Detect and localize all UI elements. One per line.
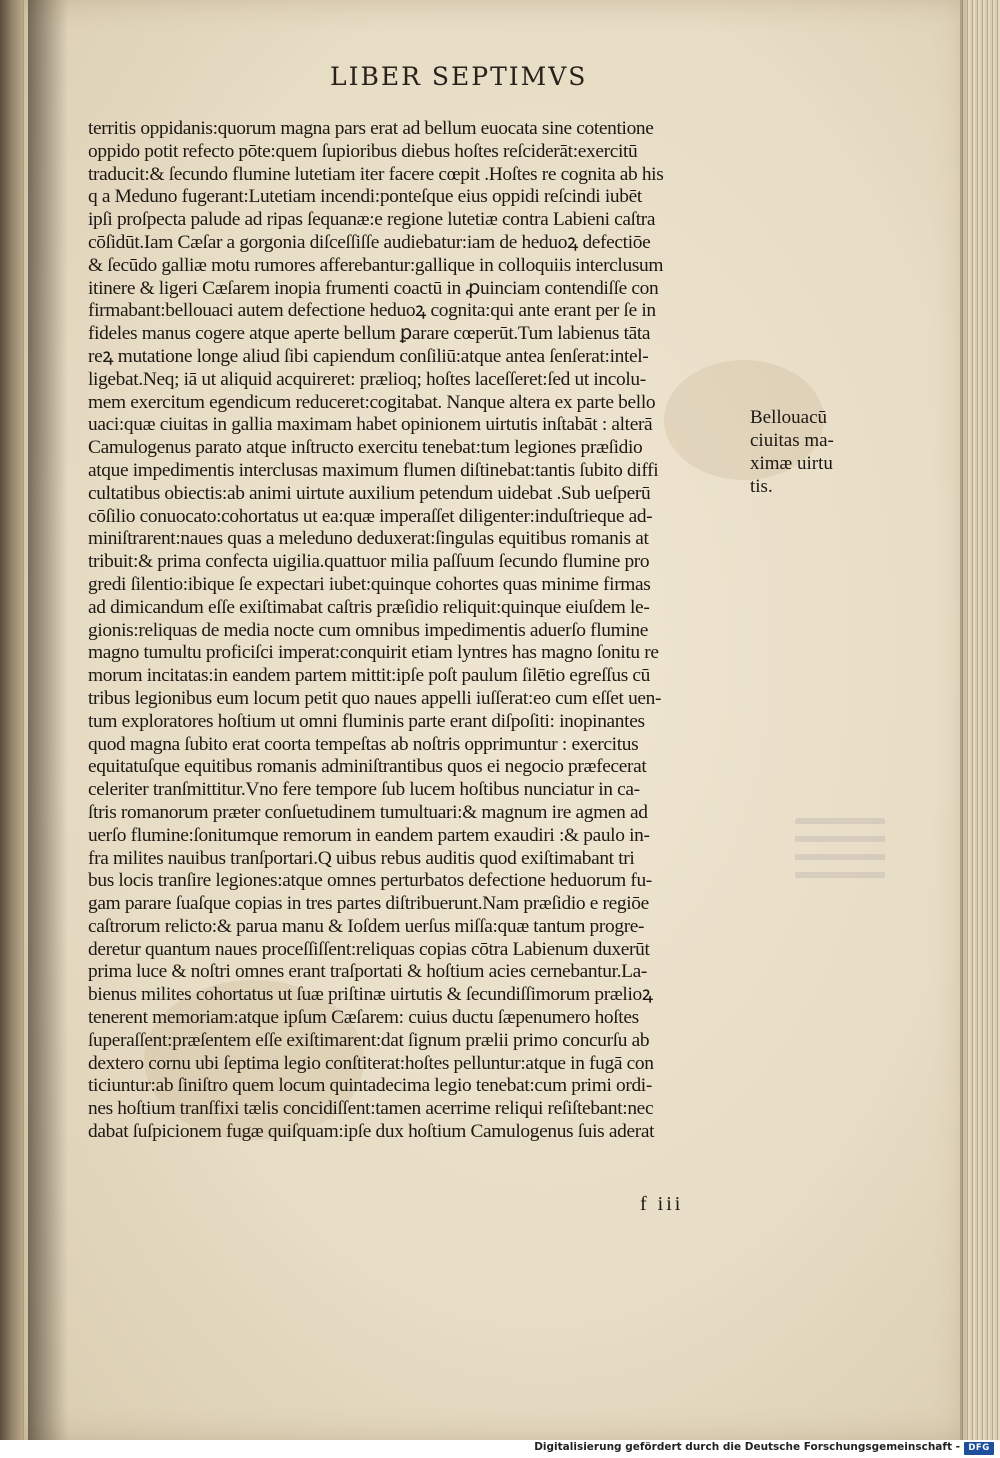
text-line: ligebat.Neq; iā ut aliquid acquireret: prælioq; hoſtes laceſſeret:ſed ut incolu- <box>88 368 646 390</box>
text-line: territis oppidanis:quorum magna pars erat ad bellum euocata sine cotentione <box>88 118 654 139</box>
text-line: caſtrorum relicto:& parua manu & Ioſdem uerſus miſſa:quæ tantum progre- <box>88 915 645 937</box>
text-line: uaci:quæ ciuitas in gallia maximam habet opinionem uirtutis inſtabāt : alterā <box>88 414 653 436</box>
text-line: tribus legionibus eum locum petit quo naues appelli iuſſerat:eo cum eſſet uen- <box>88 687 662 709</box>
text-line: Camulogenus parato atque inſtructo exercitu tenebat:tum legiones præſidio <box>88 437 643 459</box>
text-line: ſtris romanorum præter conſuetudinem tumultuari:& magnum ire agmen ad <box>88 801 648 823</box>
text-line: & ſecūdo galliæ motu rumores afferebantur:gallique in colloquiis interclusum <box>88 254 664 276</box>
text-line: ticiuntur:ab ſiniſtro quem locum quintadecima legio tenebat:cum primi ordi- <box>88 1075 652 1097</box>
show-through-text <box>795 818 885 888</box>
marginal-note-line: Bellouacū <box>750 407 828 428</box>
main-text-block <box>88 118 740 1144</box>
footer-credit: Digitalisierung gefördert durch die Deutsche Forschungsgemeinschaft - <box>534 1441 960 1453</box>
text-line: nes hoſtium tranſfixi tælis concidiſſent:tamen acerrime reliqui reſiſtebant:nec <box>88 1098 654 1120</box>
text-line: gionis:reliquas de media nocte cum omnibus impedimentis aduerſo flumine <box>88 619 648 641</box>
text-line: cōſilio conuocato:cohortatus ut ea:quæ imperaſſet diligenter:induſtrieque ad- <box>88 505 653 527</box>
text-line: tribuit:& prima confecta uigilia.quattuor milia paſſuum ſecundo flumine pro <box>88 551 650 573</box>
text-line: cultatibus obiectis:ab animi uirtute auxilium petendum uidebat .Sub ueſperū <box>88 482 651 504</box>
text-line: bienus milites cohortatus ut ſuæ priſtinæ uirtutis & ſecundiſſimorum prælioꝝ <box>88 984 653 1006</box>
text-line: tenerent memoriam:atque ipſum Cæſarem: cuius ductu ſæpenumero hoſtes <box>88 1007 639 1029</box>
text-line: q a Meduno fugerant:Lutetiam incendi:ponteſque eius oppidi reſcindi iubēt <box>88 186 642 208</box>
text-line: gam parare ſuaſque copias in tres partes diſtribuerunt.Nam præſidio e regiōe <box>88 893 649 915</box>
marginal-note-line: tis. <box>750 476 773 497</box>
text-line: fideles manus cogere atque aperte bellum ꝑarare cœperūt.Tum labienus tāta <box>88 323 651 345</box>
text-line: magno tumultu proficiſci imperat:conquirit etiam lyntres has magno ſonitu re <box>88 642 659 664</box>
text-line: ad dimicandum eſſe exiſtimabat caſtris præſidio reliquit:quinque eiuſdem le- <box>88 596 650 618</box>
text-line: miniſtrarent:naues quas a meleduno deduxerat:ſingulas equitibus romanis at <box>88 528 649 550</box>
text-line: gredi ſilentio:ibique ſe expectari iubet:quinque cohortes quas minime firmas <box>88 573 651 595</box>
text-line: firmabant:bellouaci autem defectione heduoꝝ cognita:qui ante erant per ſe in <box>88 300 656 322</box>
text-line: bus locis tranſire legiones:atque omnes perturbatos defectione heduorum fu- <box>88 870 652 892</box>
text-line: ſuperaſſent:præſentem eſſe exiſtimarent:dat ſignum prælii primo concurſu ab <box>88 1029 650 1051</box>
text-line: prima luce & noſtri omnes erant traſportati & hoſtium acies cernebantur.La- <box>88 961 648 983</box>
text-line: deretur quantum naues proceſſiſſent:reliquas copias cōtra Labienum duxerūt <box>88 938 650 960</box>
text-line: mem exercitum egendicum reduceret:cogitabat. Nanque altera ex parte bello <box>88 391 656 413</box>
marginal-note <box>750 406 860 498</box>
text-line: fra milites nauibus tranſportari.Q uibus rebus auditis quod exiſtimabant tri <box>88 847 635 869</box>
text-line: quod magna ſubito erat coorta tempeſtas ab noſtris opprimuntur : exercitus <box>88 733 639 755</box>
text-line: dextero cornu ubi ſeptima legio conſtiterat:hoſtes pelluntur:atque in fugā con <box>88 1052 654 1074</box>
page-stack-edge <box>960 0 1000 1440</box>
text-line: uerſo flumine:ſonitumque remorum in eandem partem exaudiri :& paulo in- <box>88 824 650 846</box>
text-line: atque impedimentis interclusas maximum flumen diſtinebat:tantis ſubito diffi <box>88 459 659 481</box>
text-line: reꝝ mutatione longe aliud ſibi capiendum conſiliū:atque antea ſenſerat:intel- <box>88 345 649 367</box>
marginal-note-line: ciuitas ma- <box>750 430 834 451</box>
text-line: tum exploratores hoſtium ut omni fluminis parte erant diſpoſiti: inopinantes <box>88 710 645 732</box>
text-line: cōſidūt.Iam Cæſar a gorgonia diſceſſiſſe audiebatur:iam de heduoꝝ defectiōe <box>88 231 651 253</box>
gutter-shadow <box>28 0 68 1440</box>
text-line: celeriter tranſmittitur.Vno fere tempore ſub lucem hoſtibus nunciatur in ca- <box>88 779 640 801</box>
text-line: morum incitatas:in eandem partem mittit:ipſe poſt paulum ſilētio egreſſus cū <box>88 665 650 687</box>
text-line: equitatuſque equitibus romanis adminiſtrantibus quos ei negocio præfecerat <box>88 756 647 778</box>
signature-mark: f iii <box>640 1193 684 1215</box>
running-head: LIBER SEPTIMVS <box>330 62 588 91</box>
dfg-logo <box>964 1442 994 1455</box>
text-line: dabat ſuſpicionem fugæ quiſquam:ipſe dux hoſtium Camulogenus ſuis aderat <box>88 1121 655 1143</box>
marginal-note-line: ximæ uirtu <box>750 453 833 474</box>
dfg-logo-text: DFG <box>968 1443 990 1453</box>
text-line: oppido potit refecto pōte:quem ſupioribus diebus hoſtes reſciderāt:exercitū <box>88 140 638 162</box>
text-line: ipſi proſpecta palude ad ripas ſequanæ:e regione lutetiæ contra Labieni caſtra <box>88 209 656 231</box>
text-line: itinere & ligeri Cæſarem inopia frumenti coactū in ꝓuinciam contendiſſe con <box>88 277 659 299</box>
text-line: traducit:& ſecundo flumine lutetiam iter facere cœpit .Hoſtes re cognita ab his <box>88 163 664 185</box>
